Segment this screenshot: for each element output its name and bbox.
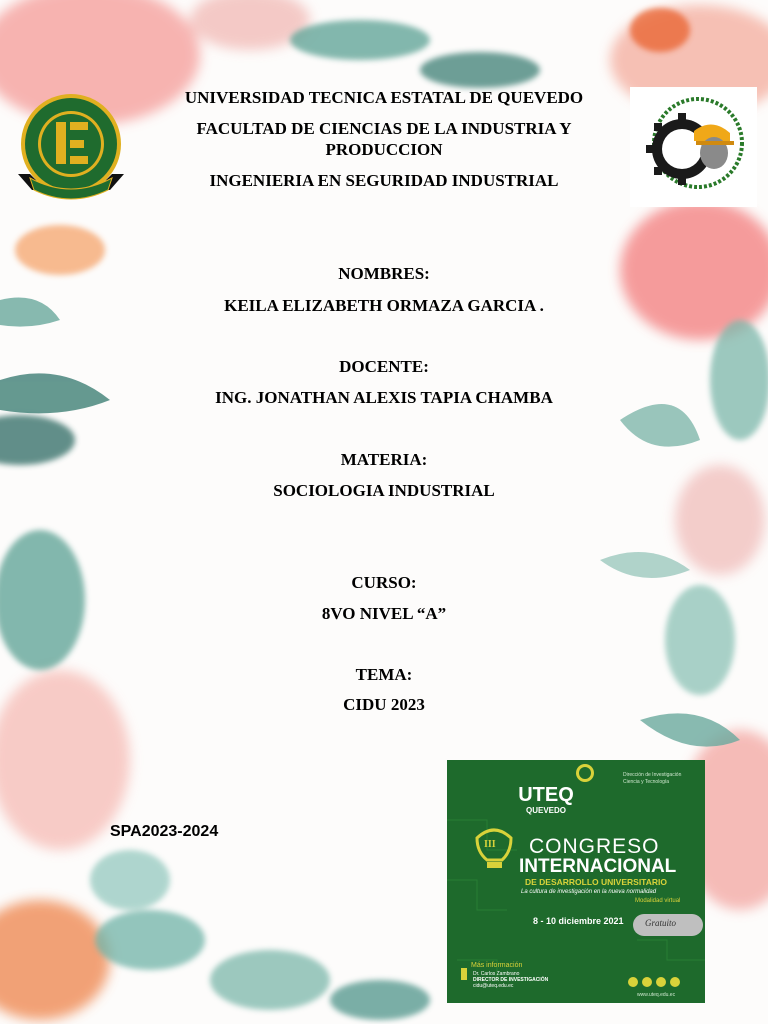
poster-mas-info: Más información bbox=[471, 962, 523, 969]
poster-contacto-email: cidu@uteq.edu.ec bbox=[473, 983, 514, 989]
faculty-name-line2: PRODUCCION bbox=[325, 140, 443, 159]
faculty-name-line1: FACULTAD DE CIENCIAS DE LA INDUSTRIA Y bbox=[196, 119, 572, 138]
poster-brand: UTEQ bbox=[518, 784, 574, 806]
curso-label: CURSO: bbox=[351, 573, 417, 592]
curso-value: 8VO NIVEL “A” bbox=[321, 604, 447, 623]
poster-internacional: INTERNACIONAL bbox=[519, 856, 677, 877]
poster-lema: La cultura de investigación en la nueva normalidad bbox=[521, 889, 657, 895]
poster-modalidad: Modalidad virtual bbox=[635, 898, 681, 904]
university-name: UNIVERSIDAD TECNICA ESTATAL DE QUEVEDO bbox=[184, 88, 584, 107]
cidu-poster bbox=[447, 760, 705, 1003]
tema-value: CIDU 2023 bbox=[343, 695, 425, 714]
poster-direccion: Dirección de Investigación Ciencia y Tecnología bbox=[623, 772, 682, 785]
career-name: INGENIERIA EN SEGURIDAD INDUSTRIAL bbox=[209, 171, 559, 190]
nombres-value: KEILA ELIZABETH ORMAZA GARCIA . bbox=[224, 296, 544, 315]
docente-label: DOCENTE: bbox=[339, 357, 429, 376]
poster-contacto-nombre: Dr. Carlos Zambrano bbox=[473, 971, 520, 977]
poster-web: www.uteq.edu.ec bbox=[637, 992, 676, 998]
materia-value: SOCIOLOGIA INDUSTRIAL bbox=[273, 481, 495, 500]
poster-congreso: CONGRESO bbox=[529, 835, 660, 858]
tema-label: TEMA: bbox=[355, 665, 413, 684]
poster-gratuito: Gratuito bbox=[645, 918, 677, 928]
docente-value: ING. JONATHAN ALEXIS TAPIA CHAMBA bbox=[215, 388, 553, 407]
poster-desarrollo: DE DESARROLLO UNIVERSITARIO bbox=[525, 877, 667, 887]
poster-contacto-cargo: DIRECTOR DE INVESTIGACIÓN bbox=[473, 977, 549, 983]
nombres-label: NOMBRES: bbox=[338, 264, 430, 283]
materia-label: MATERIA: bbox=[340, 450, 428, 469]
academic-period: SPA2023-2024 bbox=[110, 823, 219, 840]
poster-edition: III bbox=[484, 839, 496, 850]
poster-dates: 8 - 10 diciembre 2021 bbox=[533, 916, 624, 926]
poster-city: QUEVEDO bbox=[525, 806, 566, 815]
